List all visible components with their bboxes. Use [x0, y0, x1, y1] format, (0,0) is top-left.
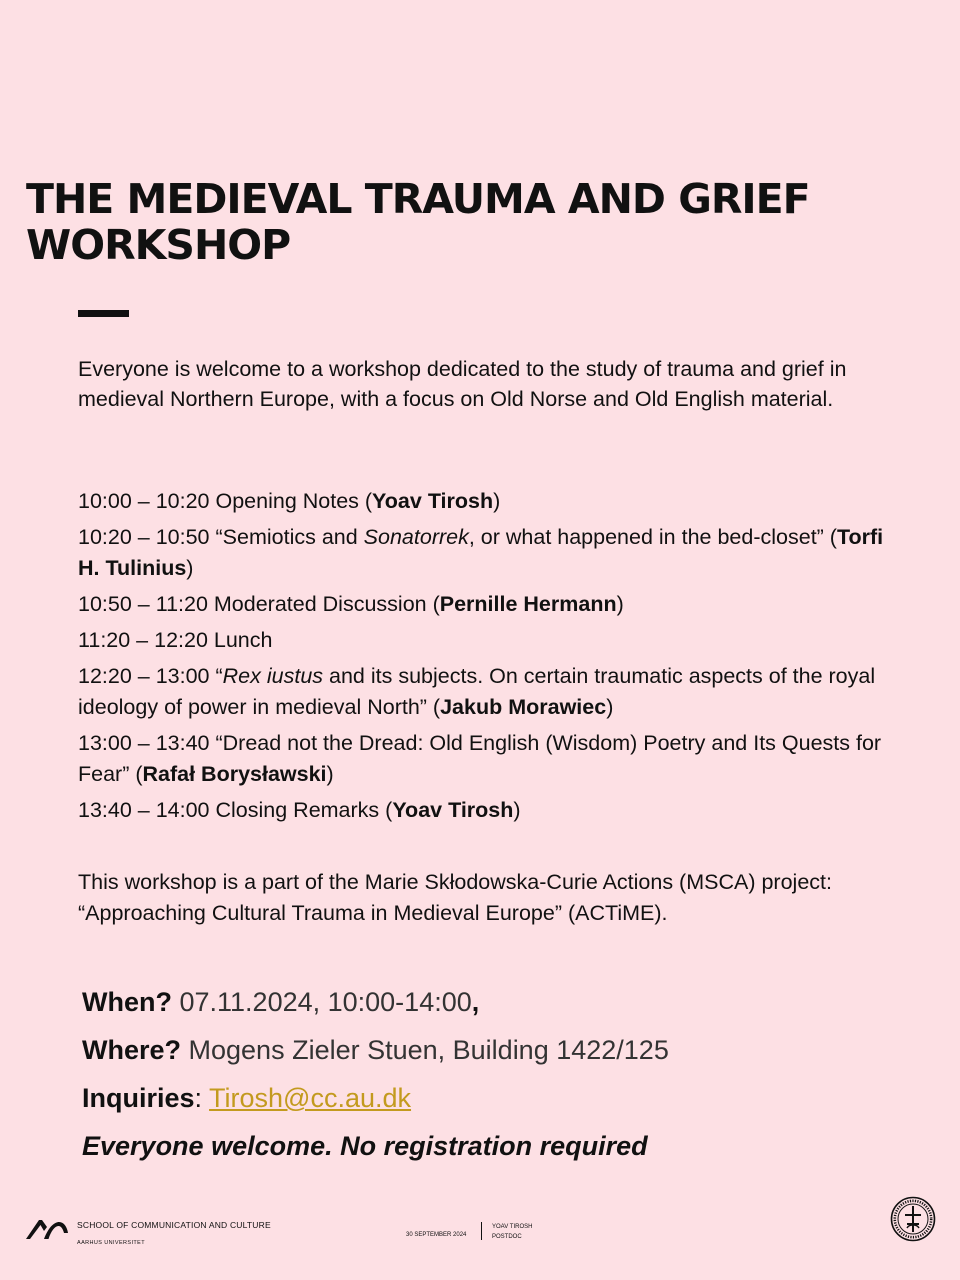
schedule-italic-title: Sonatorrek	[363, 525, 469, 549]
where-value: Mogens Zieler Stuen, Building 1422/125	[181, 1035, 669, 1065]
schedule-text: , or what happened in the bed-closet” (	[468, 525, 837, 549]
schedule-item	[78, 625, 898, 656]
welcome-note: Everyone welcome. No registration required	[82, 1131, 648, 1161]
footer-author	[492, 1222, 532, 1242]
footer-author-name: YOAV TIROSH	[492, 1224, 533, 1230]
schedule-speaker: Pernille Hermann	[439, 592, 617, 616]
inquiries-row	[82, 1074, 902, 1122]
inquiries-label: Inquiries	[82, 1083, 195, 1113]
schedule-text: “Semiotics and	[209, 525, 364, 549]
footer-author-position: POSTDOC	[492, 1234, 522, 1240]
schedule-text: Lunch	[207, 628, 273, 652]
footer-date: 30 SEPTEMBER 2024	[406, 1232, 467, 1238]
schedule-text: “	[209, 664, 223, 688]
schedule-speaker: Yoav Tirosh	[392, 798, 514, 822]
intro-paragraph: Everyone is welcome to a workshop dedicated to the study of trauma and grief in medieval Northern Europe, with a focus on Old Norse and Old English material.	[78, 357, 847, 411]
schedule-time: 10:00 – 10:20	[78, 489, 210, 513]
when-value: 07.11.2024, 10:00-14:00	[171, 987, 472, 1017]
schedule-text: “Dread not the Dread: Old English (Wisdom) Poetry and Its Quests for Fear” (	[78, 731, 882, 786]
when-comma: ,	[471, 987, 480, 1017]
schedule-speaker: Torfi H. Tulinius	[78, 525, 884, 580]
when-label: When?	[82, 987, 172, 1017]
schedule-speaker: Yoav Tirosh	[372, 489, 494, 513]
project-paragraph: This workshop is a part of the Marie Skłodowska-Curie Actions (MSCA) project: “Approaching Cultural Trauma in Medieval Europe” (ACTiME).	[78, 870, 832, 925]
schedule-item	[78, 661, 898, 723]
schedule-time: 13:40 – 14:00	[78, 798, 210, 822]
schedule-time: 10:20 – 10:50	[78, 525, 210, 549]
schedule-text: )	[616, 592, 624, 616]
title-divider	[78, 310, 129, 317]
schedule-text: )	[606, 695, 614, 719]
schedule-time: 10:50 – 11:20	[78, 592, 208, 616]
event-details	[82, 978, 902, 1170]
schedule-item	[78, 486, 898, 517]
schedule-italic-title: Rex iustus	[222, 664, 324, 688]
schedule-text: )	[513, 798, 521, 822]
schedule-list	[78, 486, 898, 831]
schedule-time: 12:20 – 13:00	[78, 664, 210, 688]
inquiries-separator: :	[194, 1083, 210, 1113]
footer-school: SCHOOL OF COMMUNICATION AND CULTURE	[77, 1220, 271, 1230]
schedule-speaker: Rafał Borysławski	[142, 762, 327, 786]
schedule-item	[78, 795, 898, 826]
inquiries-email-link[interactable]: Tirosh@cc.au.dk	[209, 1083, 412, 1113]
title-line-2: WORKSHOP	[26, 221, 291, 269]
where-label: Where?	[82, 1035, 182, 1065]
footer-divider	[481, 1222, 482, 1240]
schedule-text: and its subjects. On certain traumatic aspects of the royal ideology of power in medieval North” (	[78, 664, 876, 719]
schedule-time: 13:00 – 13:40	[78, 731, 210, 755]
schedule-text: )	[326, 762, 334, 786]
schedule-time: 11:20 – 12:20	[78, 628, 208, 652]
schedule-text: Closing Remarks (	[209, 798, 393, 822]
aarhus-university-seal-icon	[890, 1196, 936, 1242]
schedule-text: )	[493, 489, 501, 513]
schedule-speaker: Jakub Morawiec	[440, 695, 607, 719]
footer-university: AARHUS UNIVERSITET	[77, 1240, 146, 1246]
when-row	[82, 978, 902, 1026]
schedule-item	[78, 728, 898, 790]
schedule-item	[78, 589, 898, 620]
title-line-1: THE MEDIEVAL TRAUMA AND GRIEF	[26, 175, 810, 223]
schedule-text: Moderated Discussion (	[207, 592, 440, 616]
page-title	[26, 176, 906, 268]
schedule-text: Opening Notes (	[209, 489, 373, 513]
where-row	[82, 1026, 902, 1074]
schedule-text: )	[186, 556, 194, 580]
aarhus-university-logo-icon	[25, 1216, 69, 1240]
schedule-item	[78, 522, 898, 584]
